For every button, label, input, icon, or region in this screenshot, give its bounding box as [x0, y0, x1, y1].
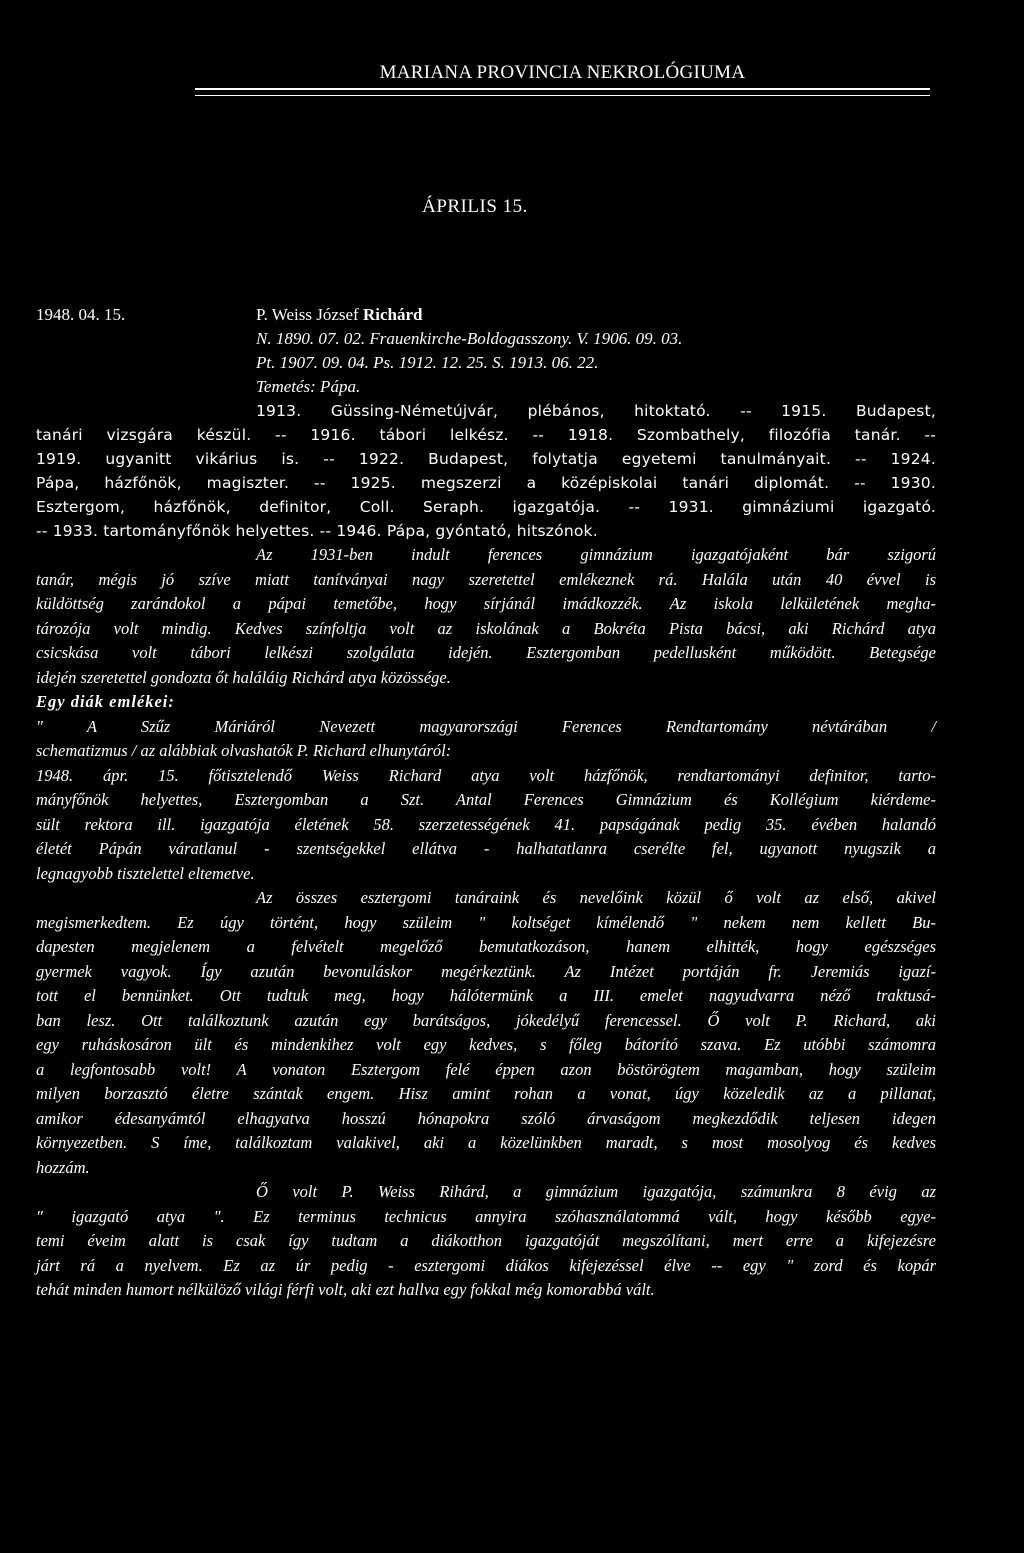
student-line: " A Szűz Máriáról Nevezett magyarországi Ferences Rendtartomány névtárában / — [36, 716, 936, 736]
career-line: Pápa, házfőnök, magiszter. -- 1925. megszerzi a középiskolai tanári diplomát. -- 1930. — [36, 474, 936, 492]
career-paragraph — [36, 399, 936, 543]
page-header — [195, 62, 930, 96]
student-line: 1948. ápr. 15. főtisztelendő Weiss Richard atya volt házfőnök, rendtartományi definitor, tarto- — [36, 765, 936, 785]
story-line: hozzám. — [36, 1157, 90, 1177]
story-line: dapesten megjelenem a felvételt megelőző bemutatkozáson, hanem elhitték, hogy egészséges — [36, 937, 936, 956]
necrology-entry — [36, 303, 936, 1303]
director-line: temi éveim alatt is csak így tudtam a diákotthon igazgatóját megszólítani, mert erre a kifejezésre — [36, 1231, 936, 1250]
career-line: tanári vizsgára készül. -- 1916. tábori lelkész. -- 1918. Szombathely, filozófia tanár. -- — [36, 426, 936, 444]
career-line: 1913. Güssing-Németújvár, plébános, hitoktató. -- 1915. Budapest, — [256, 402, 936, 420]
student-line: schematizmus / az alábbiak olvashatók P. Richard elhunytáról: — [36, 741, 452, 760]
header-double-rule — [195, 88, 930, 96]
story-line: környezetben. S íme, találkoztam valakivel, aki a közelünkben maradt, s most mosolyog és kedves — [36, 1133, 936, 1152]
student-heading: Egy diák emlékei: — [36, 692, 175, 711]
student-line: legnagyobb tisztelettel eltemetve. — [36, 863, 255, 883]
memory-line: csicskása volt tábori lelkészi szolgálata idején. Esztergomban pedellusként működött. Betegsége — [36, 643, 936, 662]
date-heading: ÁPRILIS 15. — [422, 196, 528, 217]
director-line: tehát minden humort nélkülöző világi férfi volt, aki ezt hallva egy fokkal még komorabbá vált. — [36, 1280, 655, 1299]
career-line: -- 1933. tartományfőnök helyettes. -- 1946. Pápa, gyóntató, hitszónok. — [36, 522, 598, 540]
entry-birth: N. 1890. 07. 02. Frauenkirche-Boldogasszony. V. 1906. 09. 03. — [256, 329, 683, 348]
story-paragraph — [36, 886, 936, 1180]
story-line: egy ruháskosáron ült és mindenkihez volt egy kedves, s főleg bátorító szava. Ez utóbbi számomra — [36, 1035, 936, 1054]
career-line: Esztergom, házfőnök, definitor, Coll. Seraph. igazgatója. -- 1931. gimnáziumi igazgató. — [36, 498, 936, 516]
story-line: ban lesz. Ott találkoztunk azután egy barátságos, jókedélyű ferencessel. Ő volt P. Richard, aki — [36, 1010, 936, 1030]
director-line: járt rá a nyelvem. Ez az úr pedig - esztergomi diákos kifejezéssel élve -- egy " zord és kopár — [36, 1255, 936, 1275]
entry-date: 1948. 04. 15. — [36, 305, 126, 324]
memory-line: Az 1931-ben indult ferences gimnázium igazgatójaként bár szigorú — [256, 545, 936, 564]
story-line: milyen borzasztó életre szántak engem. Hisz amint rohan a vonat, úgy közeledik az a pillanat, — [36, 1084, 936, 1103]
story-line: Az összes esztergomi tanáraink és nevelőink közül ő volt az első, akivel — [256, 888, 936, 907]
student-line: sült rektora ill. igazgatója életének 58. szerzetességének 41. papságának pedig 35. évében halandó — [36, 814, 936, 834]
story-line: a legfontosabb volt! A vonaton Esztergom felé éppen azon böstörögtem magamban, hogy szüleim — [36, 1059, 936, 1079]
director-line: " igazgató atya ". Ez terminus technicus annyira szóhasználatommá vált, hogy később egye- — [36, 1206, 936, 1226]
memory-paragraph — [36, 543, 936, 690]
memory-line: idején szeretettel gondozta őt haláláig Richárd atya közössége. — [36, 667, 451, 687]
director-paragraph — [36, 1180, 936, 1303]
student-memories — [36, 690, 936, 886]
memory-line: tározója volt mindig. Kedves színfoltja volt az iskolának a Bokréta Pista bácsi, aki Richárd atya — [36, 618, 936, 638]
entry-profession: Pt. 1907. 09. 04. Ps. 1912. 12. 25. S. 1913. 06. 22. — [256, 353, 599, 372]
director-line: Ő volt P. Weiss Rihárd, a gimnázium igazgatója, számunkra 8 évig az — [256, 1182, 936, 1201]
story-line: amikor édesanyámtól elhagyatva hosszú hónapokra szóló árvaságom megkezdődik teljesen idegen — [36, 1108, 936, 1128]
story-line: gyermek vagyok. Így azután bevonuláskor megérkeztünk. Az Intézet portáján fr. Jeremiás igazí- — [36, 961, 936, 981]
entry-burial: Temetés: Pápa. — [256, 377, 361, 396]
entry-name: P. Weiss József Richárd — [256, 305, 423, 324]
career-line: 1919. ugyanitt vikárius is. -- 1922. Budapest, folytatja egyetemi tanulmányait. -- 1924. — [36, 450, 936, 468]
story-line: tott el bennünket. Ott tudtuk meg, hogy hálótermünk a III. emelet nagyudvarra néző traktusá- — [36, 986, 936, 1005]
memory-line: küldöttség zarándokol a pápai temetőbe, hogy sírjánál imádkozzék. Az iskola lelkületének megha- — [36, 594, 936, 613]
entry-head — [256, 303, 936, 399]
memory-line: tanár, mégis jó szíve miatt tanítványai nagy szeretettel emlékeznek rá. Halála után 40 évvel is — [36, 569, 936, 589]
header-title: MARIANA PROVINCIA NEKROLÓGIUMA — [379, 62, 746, 83]
student-line: mányfőnök helyettes, Esztergomban a Szt. Antal Ferences Gimnázium és Kollégium kiérdeme- — [36, 790, 936, 809]
student-line: életét Pápán váratlanul - szentségekkel ellátva - halhatatlanra cserélte fel, ugyanott nyugszik a — [36, 839, 936, 858]
story-line: megismerkedtem. Ez úgy történt, hogy szüleim " koltséget kímélendő " nekem nem kellett Bu- — [36, 912, 936, 932]
